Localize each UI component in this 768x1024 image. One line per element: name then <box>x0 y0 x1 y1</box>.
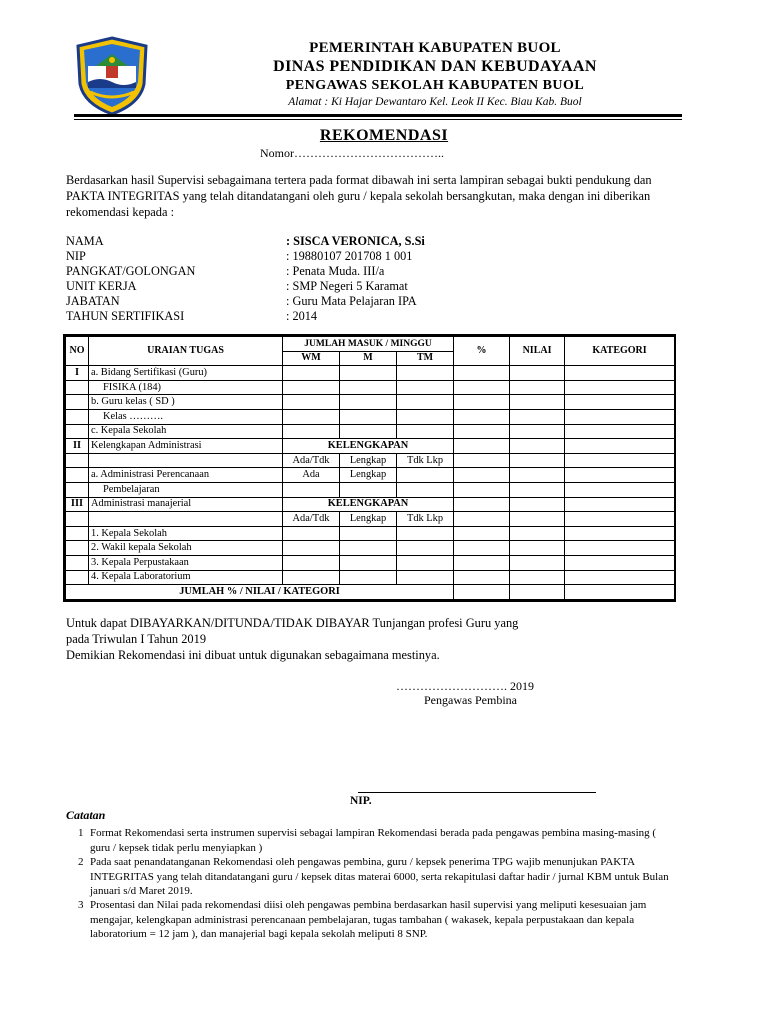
table-row <box>66 570 675 585</box>
note-item <box>78 898 678 958</box>
col-kategori: KATEGORI <box>565 337 675 366</box>
table-row <box>66 395 675 410</box>
supervision-table <box>63 334 676 602</box>
kelengkapan-header: KELENGKAPAN <box>283 439 454 454</box>
identity-value: : 2014 <box>286 309 318 323</box>
identity-label: JABATAN <box>66 294 120 308</box>
table-row <box>66 555 675 570</box>
table-row <box>66 497 675 512</box>
header-department: DINAS PENDIDIKAN DAN KEBUDAYAAN <box>273 58 597 75</box>
identity-label: UNIT KERJA <box>66 279 137 293</box>
kabupaten-buol-emblem <box>74 36 150 116</box>
row-label: 3. Kepala Perpustakaan <box>89 555 283 570</box>
signature-line <box>358 792 596 793</box>
row-number: II <box>66 439 89 454</box>
col-nilai: NILAI <box>510 337 565 366</box>
identity-value: : 19880107 201708 1 001 <box>286 249 413 263</box>
note-number: 3 <box>78 899 84 911</box>
document-title: REKOMENDASI <box>319 127 449 144</box>
cell-lengkap: Lengkap <box>340 453 397 468</box>
note-text: Pada saat penandatanganan Rekomendasi oleh pengawas pembina, guru / kepsek penerima TPG wajib menunjukan PAKTA INTEGRITAS yang telah ditandatangani guru / kepsek ditas materai 6000, serta rekapitulasi daftar hadir / jurnal KBM untuk Bulan januari s/d Maret 2019. <box>90 856 669 897</box>
header-divider-thick <box>74 114 682 117</box>
row-label: Kelas ………. <box>89 409 283 424</box>
table-row <box>66 409 675 424</box>
row-label: a. Administrasi Perencanaan <box>89 468 283 483</box>
identity-label: NAMA <box>66 234 104 248</box>
row-label: Pembelajaran <box>89 482 283 497</box>
quarter-line: pada Triwulan I Tahun 2019 <box>66 632 207 646</box>
table-row <box>66 482 675 497</box>
table-row <box>66 380 675 395</box>
table-row <box>66 526 675 541</box>
note-number: 2 <box>78 856 84 868</box>
cell-lengkap: Lengkap <box>340 512 397 527</box>
col-uraian: URAIAN TUGAS <box>89 337 283 366</box>
total-label: JUMLAH % / NILAI / KATEGORI <box>66 585 454 600</box>
identity-value: : Guru Mata Pelajaran IPA <box>286 294 417 308</box>
note-text: Format Rekomendasi serta instrumen supervisi sebagai lampiran Rekomendasi berada pada pengawas pembina masing-masing ( guru / kepsek tidak perlu menyiapkan ) <box>90 827 657 854</box>
note-number: 1 <box>78 827 84 839</box>
row-label: c. Kepala Sekolah <box>89 424 283 439</box>
col-m: M <box>340 351 397 366</box>
cell-lengkap-value: Lengkap <box>340 468 397 483</box>
identity-value: : Penata Muda. III/a <box>286 264 385 278</box>
note-text: Prosentasi dan Nilai pada rekomendasi diisi oleh pengawas pembina berdasarkan hasil supervisi yang meliputi kesesuaian jam mengajar, kelengkapan administrasi perencanaan pembelajaran, tugas tambahan ( wakasek, kepala perpustakaan dan kepala laboratorium = 12 jam ), dan manajerial bagi kepala sekolah meliputi 8 SNP. <box>90 899 647 940</box>
table-row <box>66 453 675 468</box>
signature-date: ………………………. 2019 <box>396 679 534 693</box>
cell-ada: Ada <box>283 468 340 483</box>
signature-role: Pengawas Pembina <box>424 693 517 707</box>
header-address: Alamat : Ki Hajar Dewantaro Kel. Leok II Kec. Biau Kab. Buol <box>288 96 582 108</box>
row-label: 1. Kepala Sekolah <box>89 526 283 541</box>
table-row <box>66 439 675 454</box>
col-wm: WM <box>283 351 340 366</box>
identity-label: NIP <box>66 249 86 263</box>
identity-value: : SMP Negeri 5 Karamat <box>286 279 408 293</box>
col-jumlah: JUMLAH MASUK / MINGGU <box>283 337 454 352</box>
cell-tdk-lkp: Tdk Lkp <box>397 512 454 527</box>
header-office: PENGAWAS SEKOLAH KABUPATEN BUOL <box>285 78 585 93</box>
table-row <box>66 541 675 556</box>
notes-heading: Catatan <box>66 808 106 822</box>
identity-label: TAHUN SERTIFIKASI <box>66 309 185 323</box>
signature-nip: NIP. <box>350 795 372 807</box>
row-label: Administrasi manajerial <box>89 497 283 512</box>
row-label: Kelengkapan Administrasi <box>89 439 283 454</box>
payment-statement-line: Untuk dapat DIBAYARKAN/DITUNDA/TIDAK DIBAYAR Tunjangan profesi Guru yang <box>66 616 519 630</box>
closing-line: Demikian Rekomendasi ini dibuat untuk digunakan sebagaimana mestinya. <box>66 648 440 662</box>
cell-ada-tdk: Ada/Tdk <box>283 453 340 468</box>
table-row <box>66 424 675 439</box>
col-tm: TM <box>397 351 454 366</box>
row-label: FISIKA (184) <box>89 380 283 395</box>
table-row <box>66 512 675 527</box>
header-divider-thin <box>74 119 682 120</box>
table-total-row <box>66 585 675 600</box>
document-number: Nomor……………………………….. <box>260 146 444 160</box>
header-government: PEMERINTAH KABUPATEN BUOL <box>309 40 561 56</box>
row-number: I <box>66 366 89 381</box>
kelengkapan-header: KELENGKAPAN <box>283 497 454 512</box>
cell-tdk-lkp: Tdk Lkp <box>397 453 454 468</box>
col-persen: % <box>454 337 510 366</box>
row-number: III <box>66 497 89 512</box>
row-label: a. Bidang Sertifikasi (Guru) <box>89 366 283 381</box>
identity-label: PANGKAT/GOLONGAN <box>66 264 196 278</box>
col-no: NO <box>66 337 89 366</box>
note-item <box>78 826 678 856</box>
table-row <box>66 468 675 483</box>
row-label: 2. Wakil kepala Sekolah <box>89 541 283 556</box>
identity-value: : SISCA VERONICA, S.Si <box>286 234 425 248</box>
table-row <box>66 366 675 381</box>
note-item <box>78 855 678 899</box>
row-label: b. Guru kelas ( SD ) <box>89 395 283 410</box>
row-label: 4. Kepala Laboratorium <box>89 570 283 585</box>
intro-paragraph: Berdasarkan hasil Supervisi sebagaimana tertera pada format dibawah ini serta lampiran sebagai bukti pendukung dan PAKTA INTEGRITAS yang telah ditandatangani oleh guru / kepala sekolah bersangkutan, maka dengan ini diberikan rekomendasi kepada : <box>66 173 652 219</box>
cell-ada-tdk: Ada/Tdk <box>283 512 340 527</box>
